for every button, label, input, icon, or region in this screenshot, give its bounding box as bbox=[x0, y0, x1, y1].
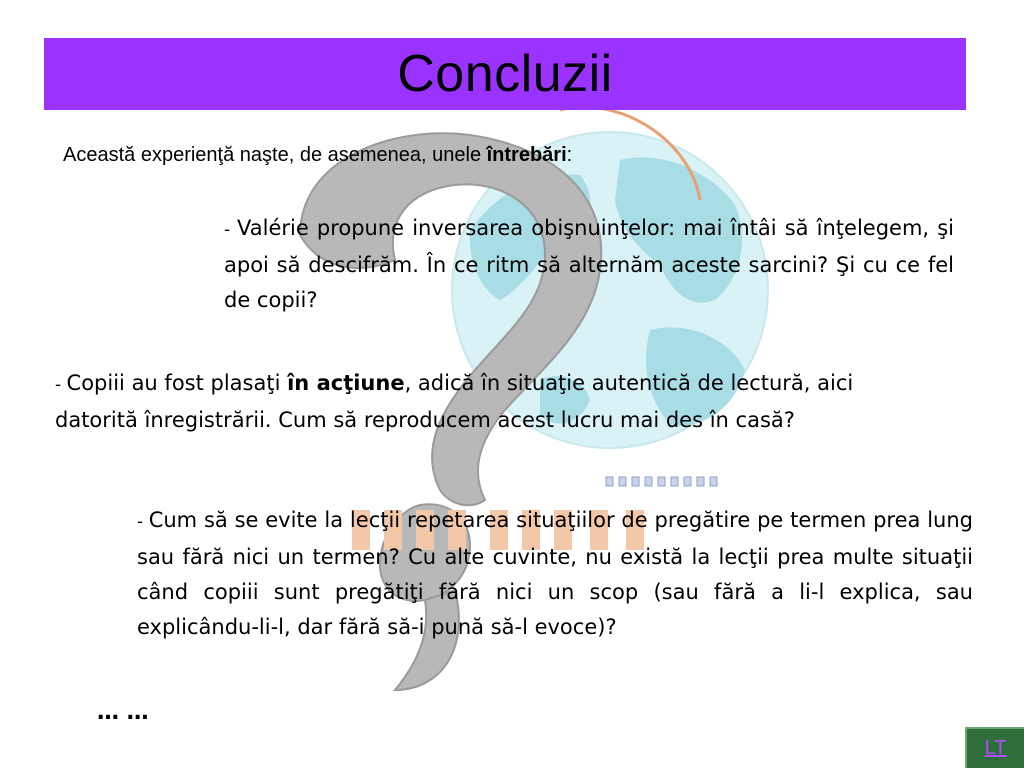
question-paragraph-3 bbox=[137, 503, 973, 645]
question-text: Valérie propune inversarea obişnuinţelor: mai întâi să înţelegem, şi apoi să descifrăm. În ce ritm să alternăm aceste sarcini? Şi cu ce fel de copii? bbox=[224, 216, 955, 312]
nav-button[interactable] bbox=[965, 727, 1024, 768]
nav-button-label[interactable]: LT bbox=[984, 737, 1007, 759]
intro-text-end: : bbox=[566, 144, 573, 166]
dot-pattern bbox=[606, 477, 717, 486]
ellipsis: … … bbox=[97, 700, 149, 725]
question-bold-phrase: în acţiune bbox=[287, 371, 405, 395]
question-dash: - bbox=[137, 512, 149, 532]
question-dash: - bbox=[224, 220, 237, 240]
title-bar bbox=[44, 38, 966, 110]
question-text-start: Copiii au fost plasaţi bbox=[66, 371, 288, 395]
question-paragraph-1 bbox=[224, 211, 954, 318]
question-text-end: , adică în situaţie autentică de lectură, aici datorită înregistrării. Cum să reproducem acest lucru mai des în casă? bbox=[55, 371, 854, 432]
question-text: Cum să se evite la lecţii repetarea situaţiilor de pregătire pe termen prea lung sau fără nici un termen? Cu alte cuvinte, nu există la lecţii prea multe situaţii când copiii sunt pregătiţi fără nici un scop (sau fără a li-l explica, sau explicându-li-l, dar fără să-i pună să-l evoce)? bbox=[137, 508, 973, 639]
intro-text bbox=[63, 144, 572, 167]
slide-title: Concluzii bbox=[397, 45, 613, 103]
question-paragraph-2 bbox=[55, 366, 855, 438]
intro-bold-word: întrebări bbox=[486, 144, 567, 166]
intro-text-start: Această experienţă naşte, de asemenea, unele bbox=[63, 144, 487, 166]
question-dash: - bbox=[55, 375, 67, 395]
